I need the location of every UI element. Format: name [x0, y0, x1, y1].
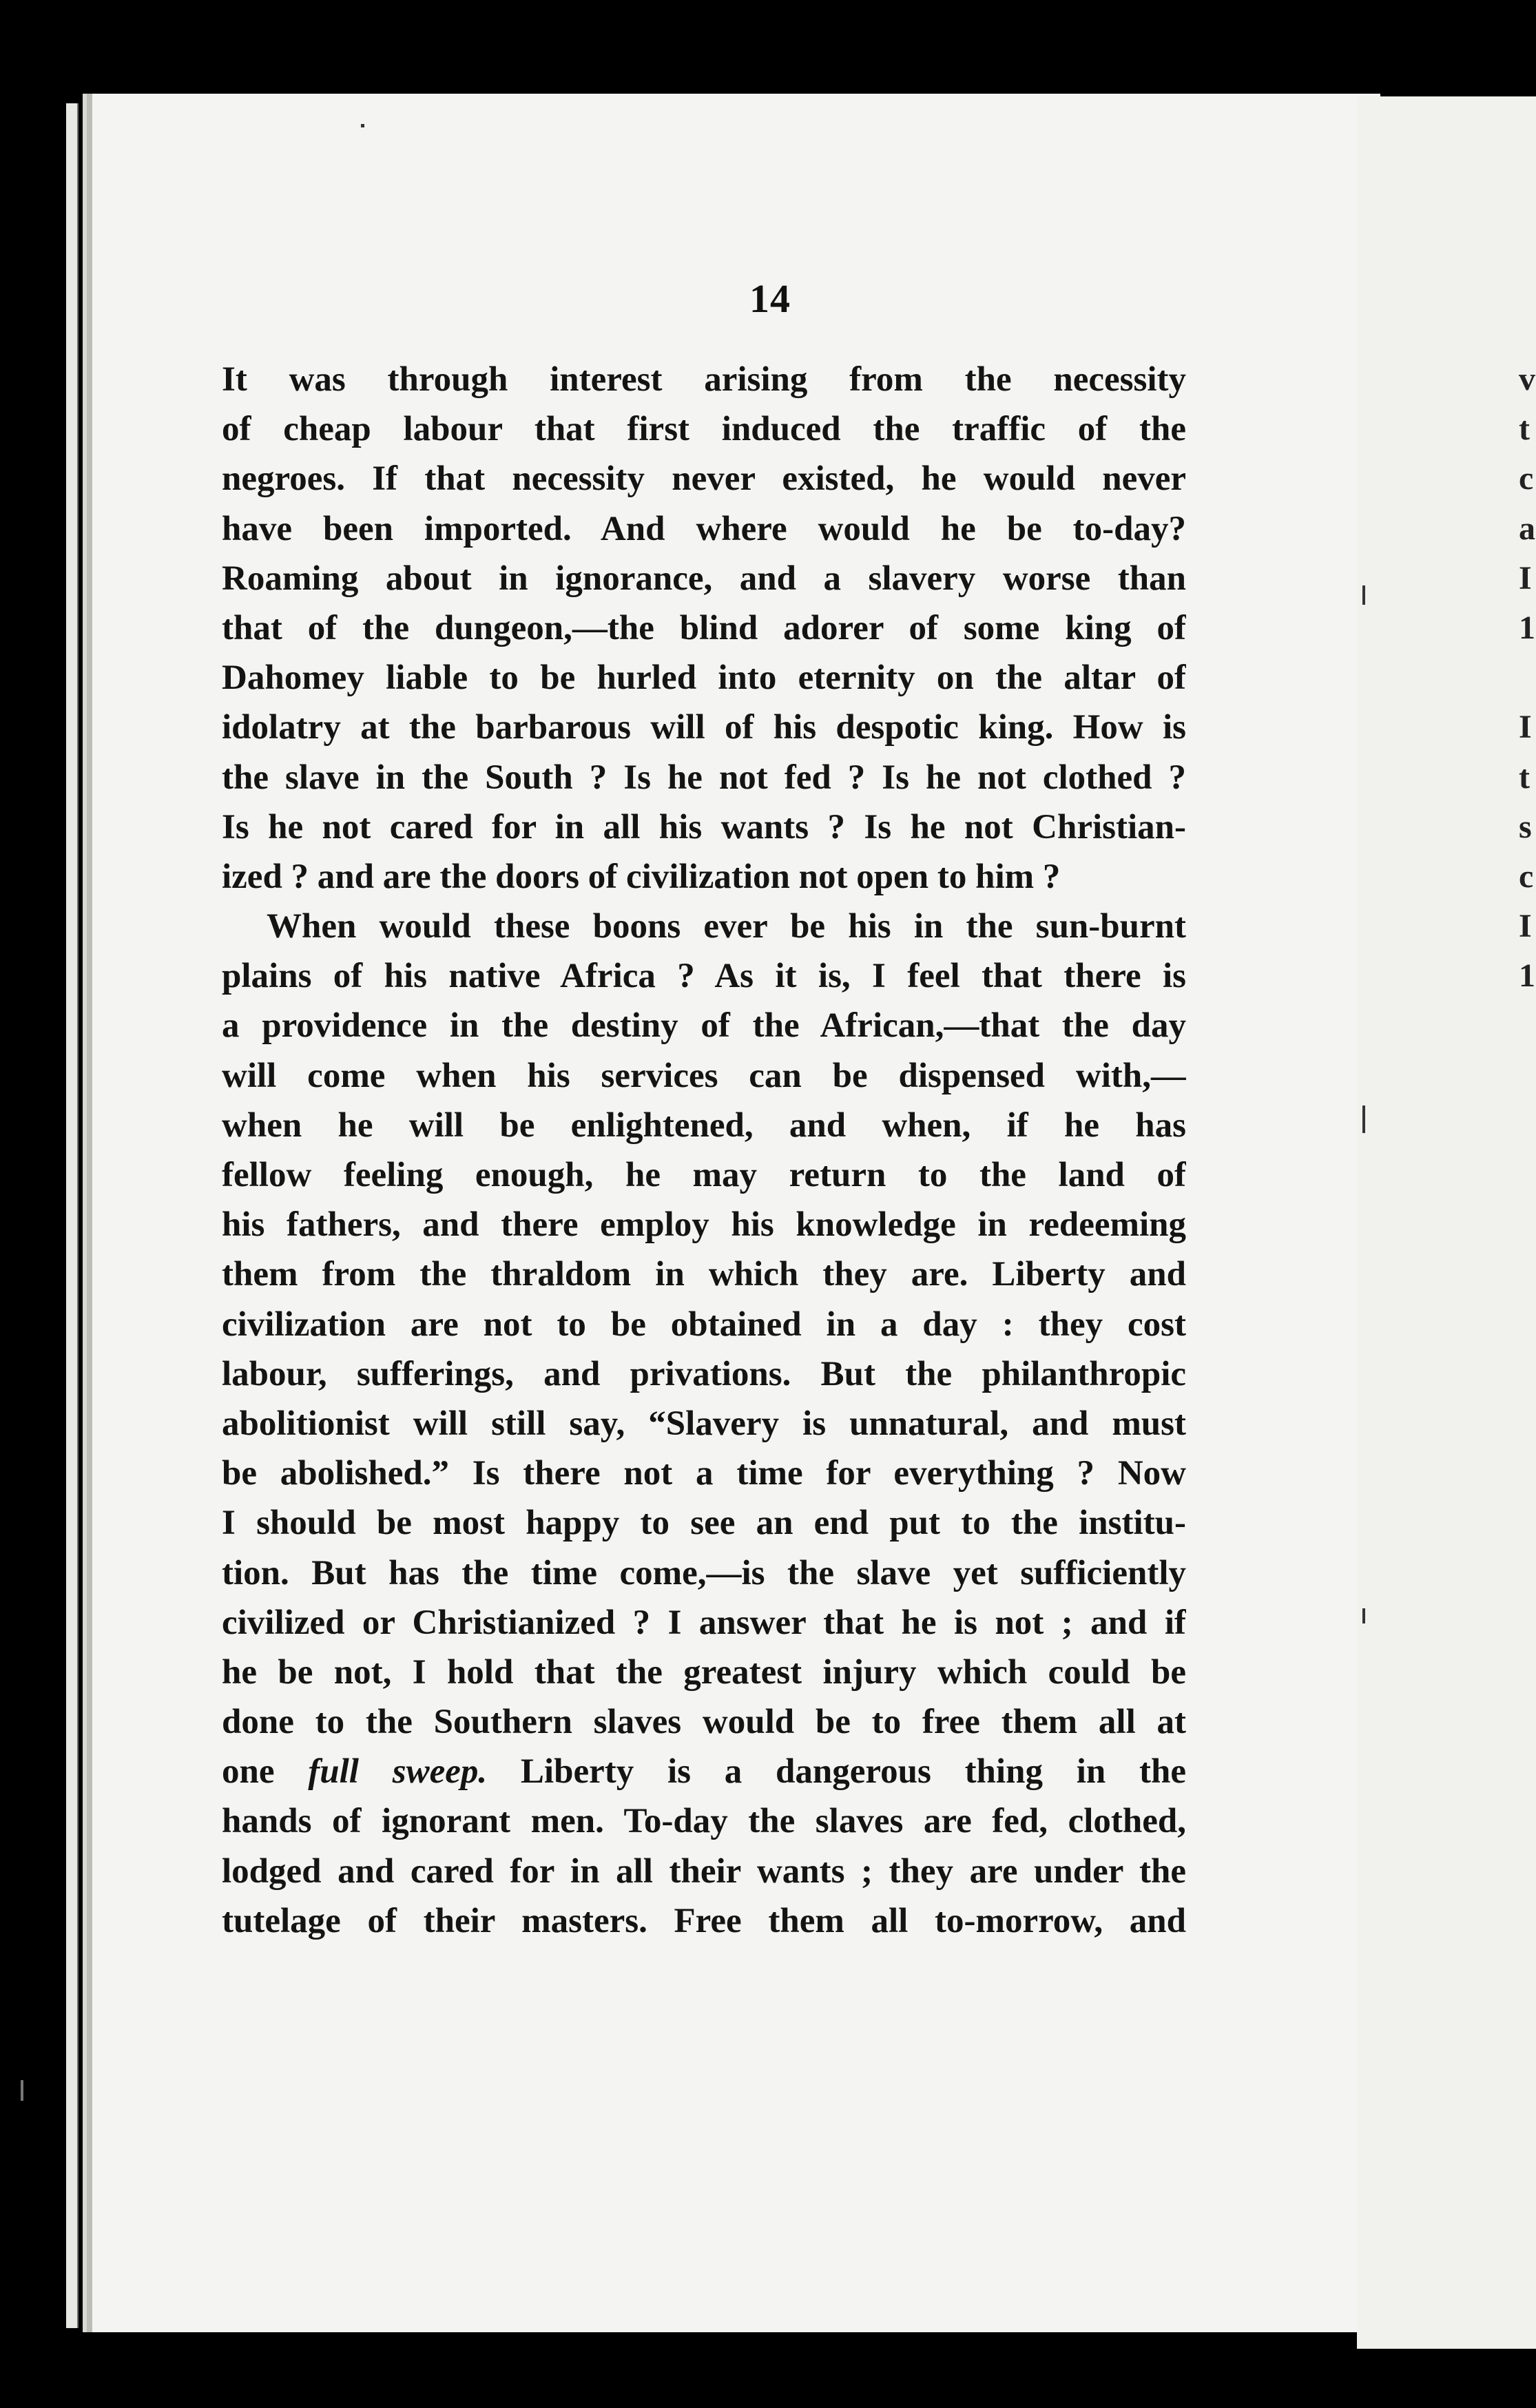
text-line: his fathers, and there employ his knowledge in redeeming [222, 1205, 1186, 1245]
text-line: ized ? and are the doors of civilization not open to him ? [222, 857, 1061, 896]
fragment-letter: t [1519, 758, 1530, 796]
speck-mark [361, 124, 364, 127]
margin-mark [1362, 585, 1365, 605]
text-line: I should be most happy to see an end put to the institu- [222, 1504, 1186, 1543]
fragment-letter: I [1519, 908, 1532, 945]
text-segment: Liberty is a dangerous thing in the [487, 1752, 1186, 1792]
fragment-letter: s [1519, 808, 1532, 845]
fragment-letter: v [1519, 361, 1535, 397]
text-line: It was through interest arising from the necessity [222, 360, 1186, 399]
text-line: will come when his services can be dispensed with,— [222, 1056, 1186, 1095]
fragment-letter [1519, 653, 1536, 703]
text-line: that of the dungeon,—the blind adorer of some king of [222, 608, 1186, 647]
page-number: 14 [749, 276, 791, 321]
text-line: idolatry at the barbarous will of his despotic king. How is [222, 708, 1186, 747]
text-line: of cheap labour that first induced the traffic of the [222, 410, 1186, 449]
text-line: Dahomey liable to be hurled into eternity on the altar of [222, 658, 1186, 698]
text-segment: one [222, 1752, 309, 1792]
text-line: Roaming about in ignorance, and a slavery worse than [222, 559, 1186, 598]
text-line: civilized or Christianized ? I answer that he is not ; and if [222, 1603, 1186, 1642]
left-page-edge [66, 103, 79, 2328]
text-line: be abolished.” Is there not a time for everything ? Now [222, 1454, 1186, 1493]
margin-mark [1362, 1608, 1365, 1623]
margin-mark [1362, 1106, 1365, 1133]
fragment-letter: c [1519, 858, 1534, 895]
text-line: them from the thraldom in which they are. Liberty and [222, 1255, 1186, 1294]
fragment-letter: t [1519, 411, 1530, 448]
fragment-letter: 1 [1519, 609, 1535, 646]
text-line: negroes. If that necessity never existed, he would never [222, 459, 1186, 499]
right-page [1357, 96, 1536, 2349]
text-line: hands of ignorant men. To-day the slaves are fed, clothed, [222, 1802, 1186, 1841]
fragment-letter: I [1519, 559, 1532, 596]
text-line: he be not, I hold that the greatest injury which could be [222, 1652, 1186, 1692]
facing-page-fragments [1519, 355, 1536, 1001]
text-line: fellow feeling enough, he may return to the land of [222, 1156, 1186, 1194]
text-line: the slave in the South ? Is he not fed ? Is he not clothed ? [222, 758, 1186, 797]
text-line-with-italic [222, 1747, 1186, 1796]
text-line: civilization are not to be obtained in a day : they cost [222, 1305, 1186, 1344]
text-line: Is he not cared for in all his wants ? Is he not Christian- [222, 807, 1186, 847]
text-line: lodged and cared for in all their wants ; they are under the [222, 1851, 1186, 1891]
fragment-letter: 1 [1519, 957, 1535, 995]
italic-phrase: full sweep. [308, 1752, 488, 1792]
paragraph-start-line: When would these boons ever be his in the sun-burnt [267, 907, 1186, 946]
text-line: plains of his native Africa ? As it is, I feel that there is [222, 957, 1186, 996]
text-line: have been imported. And where would he be to-day? [222, 509, 1186, 548]
body-text [222, 355, 1186, 1946]
text-line: done to the Southern slaves would be to free them all at [222, 1703, 1186, 1742]
fragment-letter: c [1519, 460, 1534, 497]
text-line: when he will be enlightened, and when, if he has [222, 1106, 1186, 1145]
edge-speck [21, 2080, 23, 2101]
fragment-letter: I [1519, 709, 1532, 746]
text-line: abolitionist will still say, “Slavery is unnatural, and must [222, 1404, 1186, 1443]
fragment-letter: a [1519, 510, 1535, 547]
text-line: tutelage of their masters. Free them all to-morrow, and [222, 1901, 1186, 1940]
text-line: labour, sufferings, and privations. But the philanthropic [222, 1354, 1186, 1393]
text-line: a providence in the destiny of the African,—that the day [222, 1006, 1186, 1046]
text-line: tion. But has the time come,—is the slave yet sufficiently [222, 1553, 1186, 1592]
